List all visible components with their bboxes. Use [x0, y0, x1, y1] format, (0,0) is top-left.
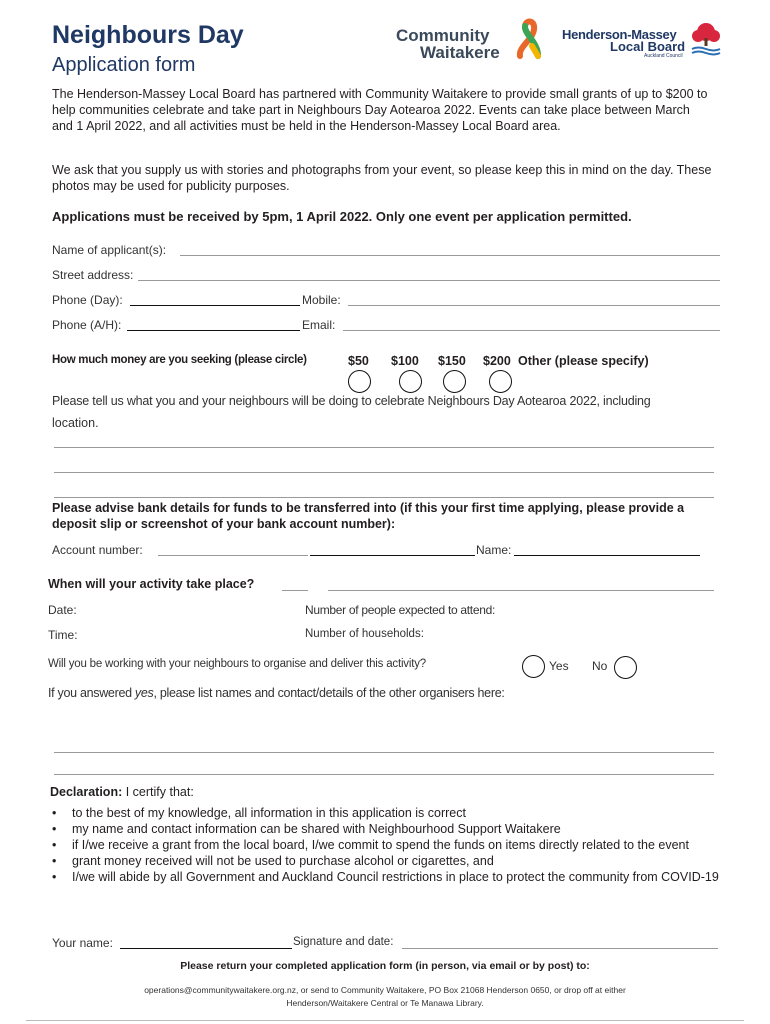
phone-ah-field[interactable]	[127, 330, 300, 331]
when-heading: When will your activity take place?	[48, 577, 255, 591]
signature-field[interactable]	[402, 948, 718, 949]
circle-200[interactable]	[489, 370, 512, 393]
henderson-massey-logo	[562, 22, 732, 62]
no-circle[interactable]	[614, 656, 637, 679]
yes-circle[interactable]	[522, 655, 545, 678]
time-label: Time:	[48, 628, 78, 642]
account-number-field-a[interactable]	[158, 555, 308, 556]
money-option-other: Other (please specify)	[518, 354, 649, 368]
money-question: How much money are you seeking (please circle)	[52, 354, 307, 366]
declaration-list	[52, 805, 722, 885]
circle-50[interactable]	[348, 370, 371, 393]
deadline-notice: Applications must be received by 5pm, 1 April 2022. Only one event per application permitted.	[52, 209, 632, 224]
return-address-line2: Henderson/Waitakere Central or Te Manawa Library.	[286, 998, 484, 1008]
when-divider-b	[328, 590, 714, 591]
page-title: Neighbours Day	[52, 21, 244, 49]
circle-150[interactable]	[443, 370, 466, 393]
circle-100[interactable]	[399, 370, 422, 393]
account-number-field-b[interactable]	[310, 555, 475, 556]
email-field[interactable]	[343, 330, 720, 331]
declaration-item: • to the best of my knowledge, all information in this application is correct	[52, 805, 722, 821]
organisers-answer-line-1[interactable]	[54, 752, 714, 753]
signature-label: Signature and date:	[293, 936, 394, 948]
logo-hm-line1: Henderson-Massey	[562, 27, 677, 42]
return-instructions: Please return your completed application form (in person, via email or by post) to:	[180, 960, 590, 972]
organisers-prompt-em: yes	[134, 686, 154, 700]
when-divider-a	[282, 590, 308, 591]
organisers-prompt-suffix: , please list names and contact/details of the other organisers here:	[153, 686, 505, 700]
activity-answer-line-3[interactable]	[54, 497, 714, 498]
phone-day-field[interactable]	[130, 305, 300, 306]
photos-paragraph: We ask that you supply us with stories and photographs from your event, so please keep this in mind on the day. These photos may be used for publicity purposes.	[52, 163, 712, 193]
logo-cw-line1: Community	[396, 26, 490, 45]
bank-heading: Please advise bank details for funds to be transferred into (if this your first time applying, please provide a deposit slip or screenshot of your bank account number):	[52, 501, 685, 531]
declaration-item: • my name and contact information can be shared with Neighbourhood Support Waitakere	[52, 821, 722, 837]
declaration-item: • if I/we receive a grant from the local board, I/we commit to spend the funds on items directly related to the event	[52, 837, 722, 853]
organisers-answer-line-2[interactable]	[54, 774, 714, 775]
money-option-100: $100	[391, 354, 419, 368]
applicant-name-label: Name of applicant(s):	[52, 243, 167, 257]
money-option-50: $50	[348, 354, 369, 368]
activity-answer-line-1[interactable]	[54, 447, 714, 448]
applicant-name-field[interactable]	[180, 255, 720, 256]
activity-answer-line-2[interactable]	[54, 472, 714, 473]
account-number-label: Account number:	[52, 543, 143, 557]
phone-day-label: Phone (Day):	[52, 293, 123, 307]
activity-prompt-line1: Please tell us what you and your neighbours will be doing to celebrate Neighbours Day Aotearoa 2022, including	[52, 394, 651, 408]
activity-prompt-line2: location.	[52, 416, 99, 430]
organisers-prompt-prefix: If you answered	[48, 686, 135, 700]
ribbon-icon	[512, 16, 546, 62]
footer-divider	[26, 1020, 744, 1021]
declaration-heading-row	[50, 785, 194, 799]
bank-name-label: Name:	[476, 543, 512, 557]
declaration-item: • I/we will abide by all Government and Auckland Council restrictions in place to protect the community from COVID-19	[52, 869, 722, 885]
organise-question: Will you be working with your neighbours to organise and deliver this activity?	[48, 658, 426, 670]
mobile-label: Mobile:	[302, 293, 341, 307]
street-address-field[interactable]	[138, 280, 720, 281]
money-option-200: $200	[483, 354, 511, 368]
return-address-line1: operations@communitywaitakere.org.nz, or send to Community Waitakere, PO Box 21068 Henderson 0650, or drop off at either	[144, 985, 626, 995]
street-address-label: Street address:	[52, 268, 134, 282]
yes-label: Yes	[549, 659, 569, 673]
your-name-label: Your name:	[52, 936, 113, 950]
people-expected-label: Number of people expected to attend:	[305, 603, 496, 617]
community-waitakere-logo	[396, 16, 548, 64]
logo-hm-line3: Auckland Council	[644, 53, 683, 59]
email-label: Email:	[302, 318, 336, 332]
date-label: Date:	[48, 603, 77, 617]
declaration-item: • grant money received will not be used to purchase alcohol or cigarettes, and	[52, 853, 722, 869]
logo-hm-line2: Local Board	[610, 39, 686, 54]
declaration-heading: Declaration:	[50, 785, 123, 799]
households-label: Number of households:	[305, 628, 424, 640]
your-name-field[interactable]	[120, 948, 292, 949]
mobile-field[interactable]	[348, 305, 720, 306]
phone-ah-label: Phone (A/H):	[52, 318, 122, 332]
no-label: No	[592, 659, 608, 673]
money-option-150: $150	[438, 354, 466, 368]
intro-paragraph: The Henderson-Massey Local Board has partnered with Community Waitakere to provide small grants of up to $200 to help communities celebrate and take part in Neighbours Day Aotearoa 2022. Events can take place between March and 1 April 2022, and all activities must be held in the Henderson-Massey Local Board area.	[52, 87, 708, 133]
organisers-prompt	[48, 686, 505, 700]
declaration-intro: I certify that:	[125, 785, 194, 799]
pohutukawa-tree-icon	[690, 22, 722, 58]
page-subtitle: Application form	[52, 54, 196, 76]
logo-cw-line2: Waitakere	[420, 43, 500, 62]
bank-name-field[interactable]	[514, 555, 700, 556]
